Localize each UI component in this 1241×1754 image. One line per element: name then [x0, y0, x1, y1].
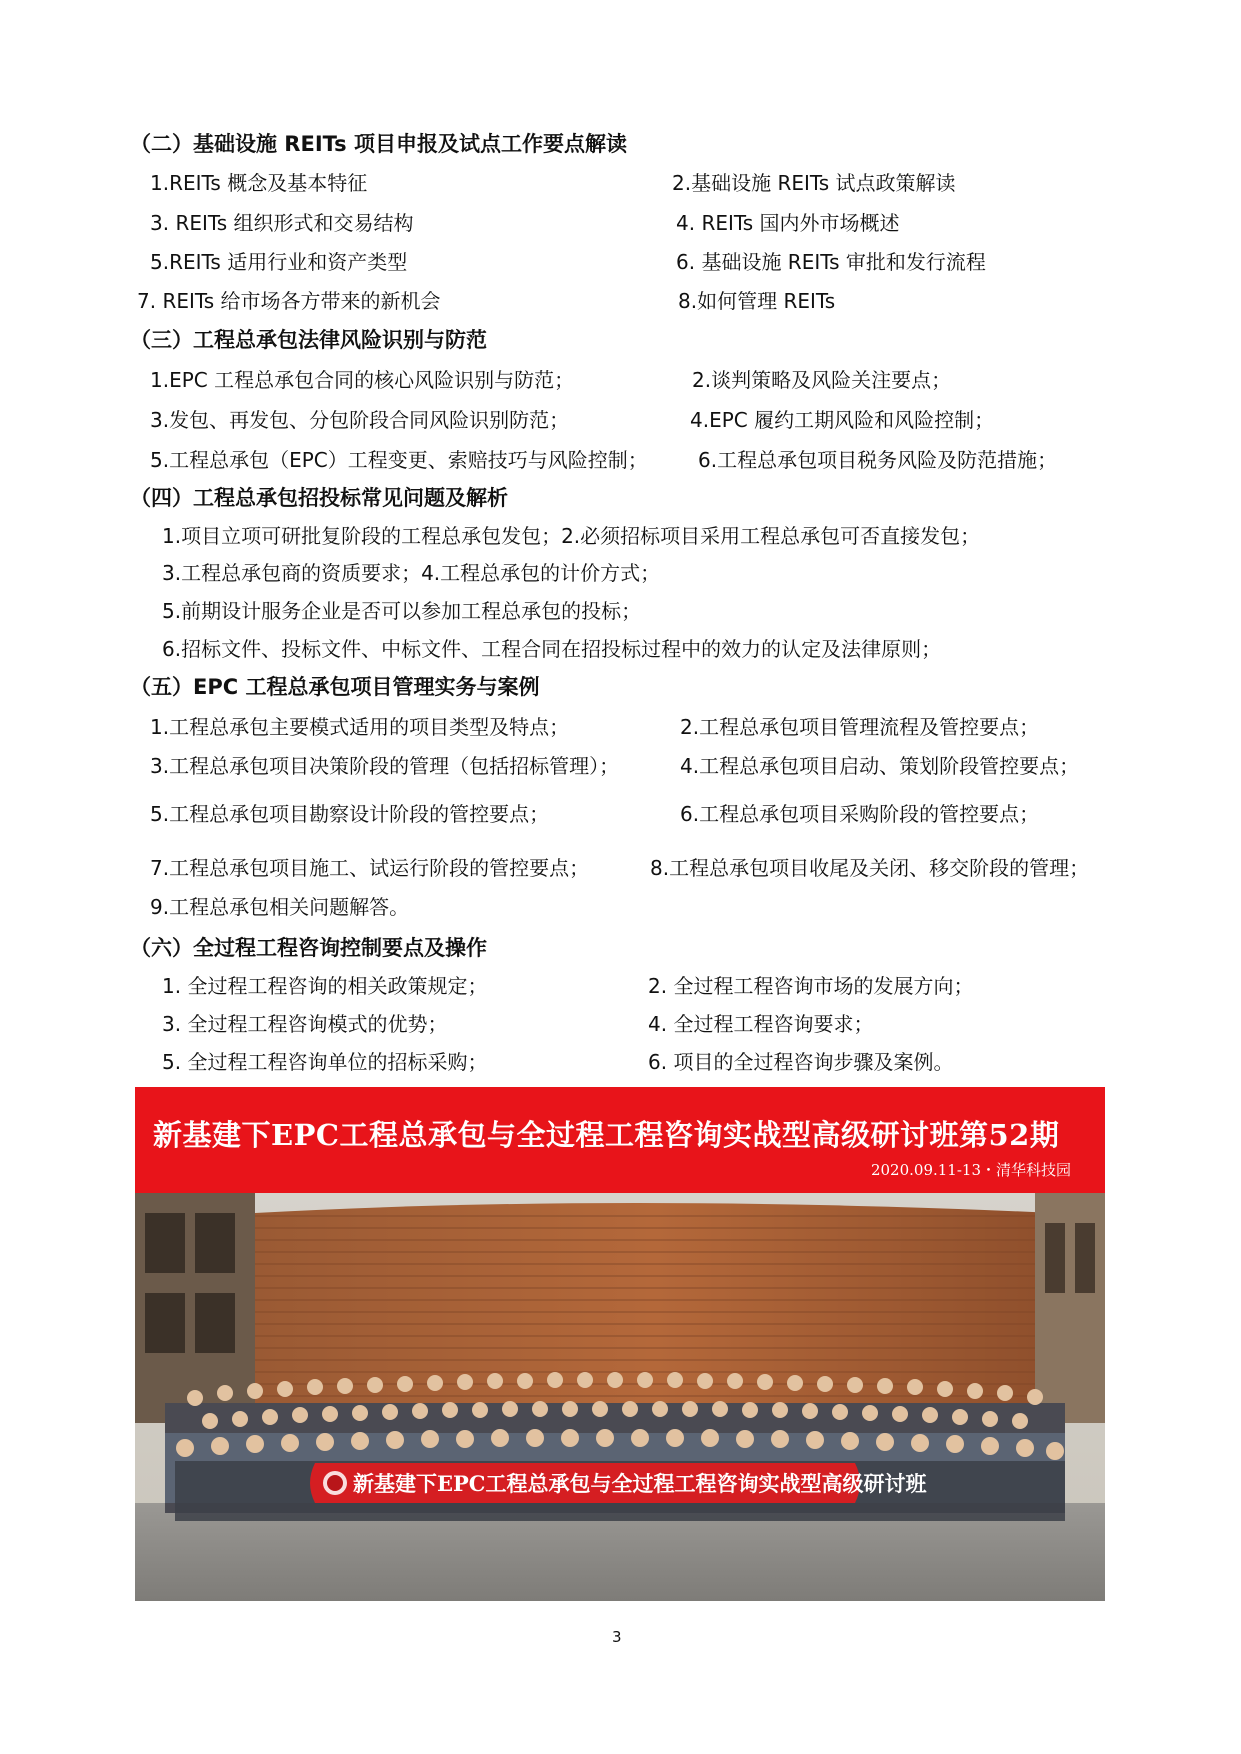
- group-banner-text: 新基建下EPC工程总承包与全过程工程咨询实战型高级研讨班: [353, 1471, 927, 1496]
- photo-banner-date: 2020.09.11-13・清华科技园: [870, 1161, 1071, 1179]
- photo-title-banner: [135, 1087, 1105, 1193]
- list-item: 9.工程总承包相关问题解答。: [150, 895, 410, 919]
- list-item: 1. 全过程工程咨询的相关政策规定；: [162, 974, 488, 998]
- list-item: 5.前期设计服务企业是否可以参加工程总承包的投标；: [162, 599, 642, 623]
- photo-banner-title: 新基建下EPC工程总承包与全过程工程咨询实战型高级研讨班第52期: [153, 1118, 1060, 1152]
- list-item: 6. 基础设施 REITs 审批和发行流程: [676, 250, 986, 274]
- list-item: 2.基础设施 REITs 试点政策解读: [672, 171, 956, 195]
- list-item: 6. 项目的全过程咨询步骤及案例。: [648, 1050, 954, 1074]
- list-item: 8.如何管理 REITs: [678, 289, 836, 313]
- list-item: 4.工程总承包项目启动、策划阶段管控要点；: [680, 754, 1080, 778]
- list-item: 4. 全过程工程咨询要求；: [648, 1012, 874, 1036]
- list-item: 6.招标文件、投标文件、中标文件、工程合同在招投标过程中的效力的认定及法律原则；: [162, 637, 942, 661]
- list-item: 1.REITs 概念及基本特征: [150, 171, 368, 195]
- section-heading-consulting: （六）全过程工程咨询控制要点及操作: [130, 936, 487, 960]
- list-item: 6.工程总承包项目采购阶段的管控要点；: [680, 802, 1040, 826]
- list-item: 5.工程总承包项目勘察设计阶段的管控要点；: [150, 802, 550, 826]
- list-item: 8.工程总承包项目收尾及关闭、移交阶段的管理；: [650, 856, 1090, 880]
- list-item: 1.EPC 工程总承包合同的核心风险识别与防范；: [150, 368, 575, 392]
- group-photo: [135, 1193, 1105, 1601]
- list-item: 2.工程总承包项目管理流程及管控要点；: [680, 715, 1040, 739]
- section-heading-epc-management: （五）EPC 工程总承包项目管理实务与案例: [130, 675, 540, 699]
- page-number: 3: [612, 1628, 622, 1646]
- list-item: 2. 全过程工程咨询市场的发展方向；: [648, 974, 974, 998]
- list-item: 3.工程总承包项目决策阶段的管理（包括招标管理）；: [150, 754, 620, 778]
- list-item: 5.REITs 适用行业和资产类型: [150, 250, 408, 274]
- list-item: 3. REITs 组织形式和交易结构: [150, 211, 414, 235]
- list-item: 7. REITs 给市场各方带来的新机会: [137, 289, 441, 313]
- list-item: 5.工程总承包（EPC）工程变更、索赔技巧与风险控制；: [150, 448, 648, 472]
- section-heading-legal-risk: （三）工程总承包法律风险识别与防范: [130, 328, 487, 352]
- list-item: 3.工程总承包商的资质要求；4.工程总承包的计价方式；: [162, 561, 661, 585]
- list-item: 4. REITs 国内外市场概述: [676, 211, 900, 235]
- list-item: 1.工程总承包主要模式适用的项目类型及特点；: [150, 715, 570, 739]
- section-heading-reits: （二）基础设施 REITs 项目申报及试点工作要点解读: [130, 132, 627, 156]
- list-item: 7.工程总承包项目施工、试运行阶段的管控要点；: [150, 856, 590, 880]
- list-item: 2.谈判策略及风险关注要点；: [692, 368, 952, 392]
- list-item: 1.项目立项可研批复阶段的工程总承包发包；2.必须招标项目采用工程总承包可否直接发包；: [162, 524, 981, 548]
- list-item: 3. 全过程工程咨询模式的优势；: [162, 1012, 448, 1036]
- list-item: 5. 全过程工程咨询单位的招标采购；: [162, 1050, 488, 1074]
- list-item: 4.EPC 履约工期风险和风险控制；: [690, 408, 995, 432]
- group-photo-figure: [135, 1087, 1105, 1601]
- section-heading-bidding: （四）工程总承包招投标常见问题及解析: [130, 486, 508, 510]
- list-item: 6.工程总承包项目税务风险及防范措施；: [698, 448, 1058, 472]
- list-item: 3.发包、再发包、分包阶段合同风险识别防范；: [150, 408, 570, 432]
